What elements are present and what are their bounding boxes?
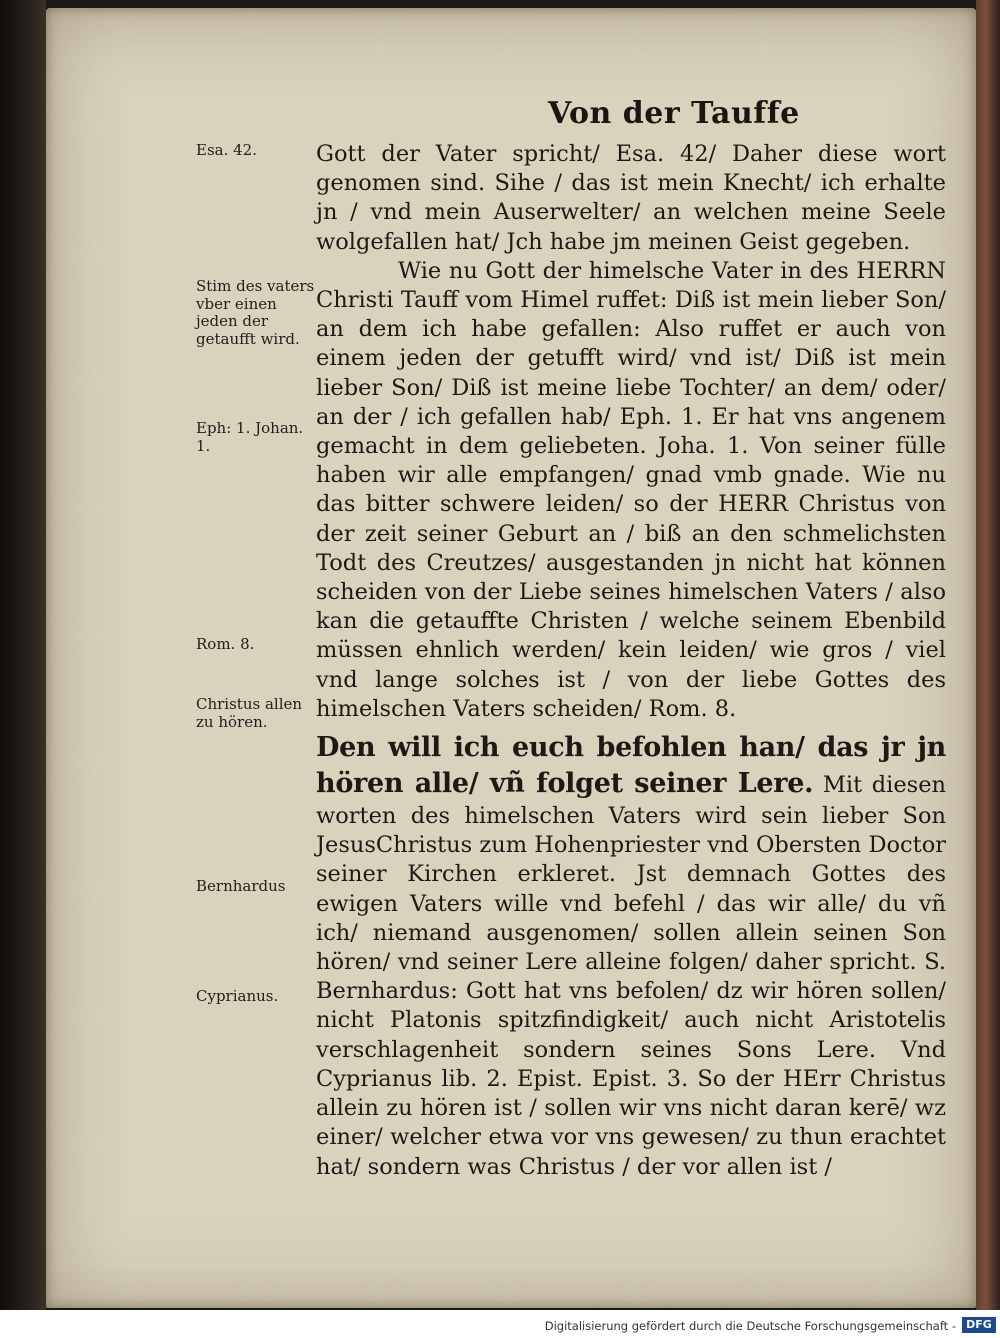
margin-note-stim: Stim des vaters vber einen jeden der getaufft wird. [196, 277, 315, 348]
paragraph-3 [316, 730, 946, 1182]
margin-note-eph-johan: Eph: 1. Johan. 1. [196, 419, 304, 455]
book-spine-shadow [0, 0, 46, 1310]
margin-note-bernhardus: Bernhardus [196, 877, 286, 895]
footer-bar [0, 1310, 1000, 1338]
margin-note-rom: Rom. 8. [196, 635, 255, 653]
margin-note-cyprianus: Cyprianus. [196, 987, 279, 1005]
lead-phrase: Den will ich euch befohlen han/ das jr jn hören alle/ vñ folget seiner Lere. [316, 732, 946, 800]
margin-note-esa: Esa. 42. [196, 141, 257, 159]
main-text [316, 140, 946, 1182]
margin-note-christus: Christus allen zu hören. [196, 695, 303, 731]
footer-credit: Digitalisierung gefördert durch die Deutsche Forschungsgemeinschaft - [544, 1319, 956, 1333]
paragraph-3-text: Mit diesen worten des himelschen Vaters wird sein lieber Son JesusChristus zum Hohenpriester vnd Obersten Doctor seiner Kirchen erkleret. Jst demnach Gottes des ewigen Vaters wille vnd befehl / das wir alle/ du vñ ich/ niemand ausgenomen/ sollen allein seinen Son hören/ vnd seiner Lere alleine folgen/ daher spricht. S. Bernhardus: Gott hat vns befolen/ dz wir hören sollen/ nicht Platonis spitzfindigkeit/ auch nicht Aristotelis verschlagenheit sondern seines Sons Lere. Vnd Cyprianus lib. 2. Epist. Epist. 3. So der HErr Christus allein zu hören ist / sollen wir vns nicht daran kerē/ wz einer/ welcher etwa vor vns gewesen/ zu thun erachtet hat/ sondern was Christus / der vor allen ist / [316, 772, 947, 1180]
paragraph-1: Gott der Vater spricht/ Esa. 42/ Daher diese wort genomen sind. Sihe / das ist mein Knecht/ ich erhalte jn / vnd mein Auserwelter/ an welchen meine Seele wolgefallen hat/ Jch habe jm meinen Geist gegeben. [316, 141, 946, 255]
page-edge-binding [976, 0, 1000, 1310]
dfg-logo: DFG [962, 1317, 996, 1333]
running-title: Von der Tauffe [548, 96, 800, 131]
paragraph-2: Wie nu Gott der himelsche Vater in des HERRN Christi Tauff vom Himel ruffet: Diß ist mein lieber Son/ an dem ich habe gefallen: Also ruffet er auch von einem jeden der getufft wird/ vnd ist/ Diß ist mein lieber Son/ Diß ist meine liebe Tochter/ an dem/ oder/ an der / ich gefallen hab/ Eph. 1. Er hat vns angenem gemacht in dem geliebeten. Joha. 1. Von seiner fülle haben wir alle empfangen/ gnad vmb gnade. Wie nu das bitter schwere leiden/ so der HERR Christus von der zeit seiner Geburt an / biß an den schmelichsten Todt des Creutzes/ ausgestanden jn nicht hat können scheiden von der Liebe seines himelschen Vaters / also kan die getauffte Christen / welche seinem Ebenbild müssen ehnlich werden/ kein leiden/ wie gros / viel vnd lange solches ist / von der liebe Gottes des himelschen Vaters scheiden/ Rom. 8. [316, 257, 946, 722]
